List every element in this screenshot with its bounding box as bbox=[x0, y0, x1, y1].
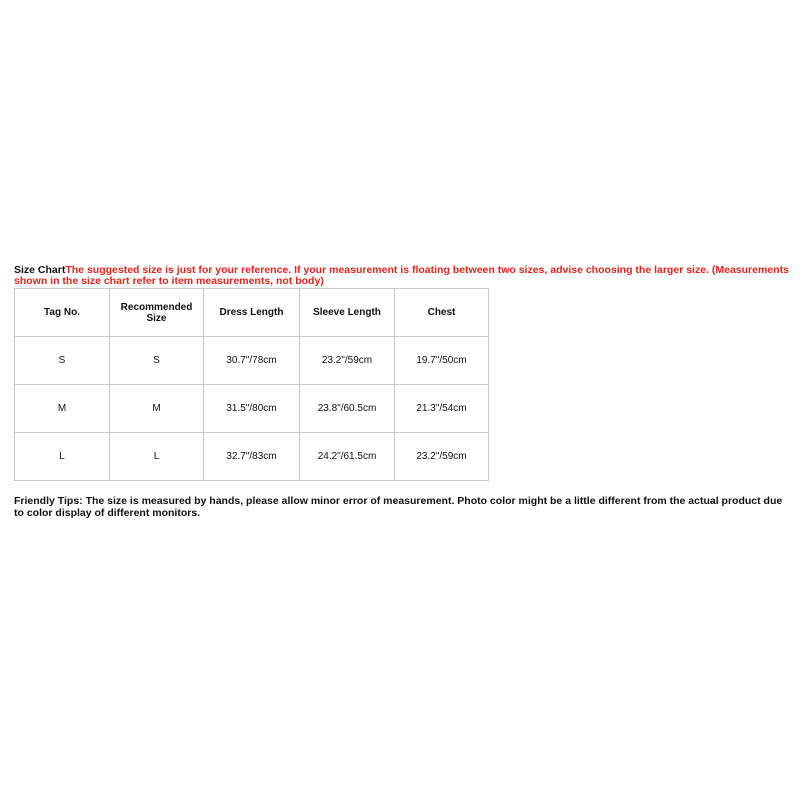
cell-recommended-size: M bbox=[110, 385, 204, 433]
header-dress-length: Dress Length bbox=[204, 289, 300, 337]
cell-tag-no: L bbox=[15, 433, 110, 481]
cell-recommended-size: S bbox=[110, 337, 204, 385]
cell-tag-no: S bbox=[15, 337, 110, 385]
cell-dress-length: 30.7"/78cm bbox=[204, 337, 300, 385]
size-chart-header bbox=[14, 265, 789, 287]
cell-dress-length: 31.5"/80cm bbox=[204, 385, 300, 433]
size-chart-note: The suggested size is just for your reference. If your measurement is floating between two sizes, advise choosing the larger size. (Measurements shown in the size chart refer to item measurements, not body) bbox=[14, 264, 789, 287]
cell-sleeve-length: 23.2"/59cm bbox=[300, 337, 395, 385]
header-recommended-size: Recommended Size bbox=[110, 289, 204, 337]
cell-dress-length: 32.7"/83cm bbox=[204, 433, 300, 481]
header-sleeve-length: Sleeve Length bbox=[300, 289, 395, 337]
cell-sleeve-length: 24.2"/61.5cm bbox=[300, 433, 395, 481]
size-table bbox=[14, 288, 489, 481]
table-header-row bbox=[15, 289, 489, 337]
table-row bbox=[15, 433, 489, 481]
size-chart-title: Size Chart bbox=[14, 264, 66, 276]
cell-recommended-size: L bbox=[110, 433, 204, 481]
cell-tag-no: M bbox=[15, 385, 110, 433]
header-chest: Chest bbox=[395, 289, 489, 337]
table-row bbox=[15, 385, 489, 433]
friendly-tips: Friendly Tips: The size is measured by hands, please allow minor error of measurement. Photo color might be a little different from the actual product due to color display of different monitors. bbox=[14, 495, 783, 519]
cell-chest: 23.2"/59cm bbox=[395, 433, 489, 481]
table-row bbox=[15, 337, 489, 385]
header-tag-no: Tag No. bbox=[15, 289, 110, 337]
cell-sleeve-length: 23.8"/60.5cm bbox=[300, 385, 395, 433]
cell-chest: 21.3"/54cm bbox=[395, 385, 489, 433]
cell-chest: 19.7"/50cm bbox=[395, 337, 489, 385]
